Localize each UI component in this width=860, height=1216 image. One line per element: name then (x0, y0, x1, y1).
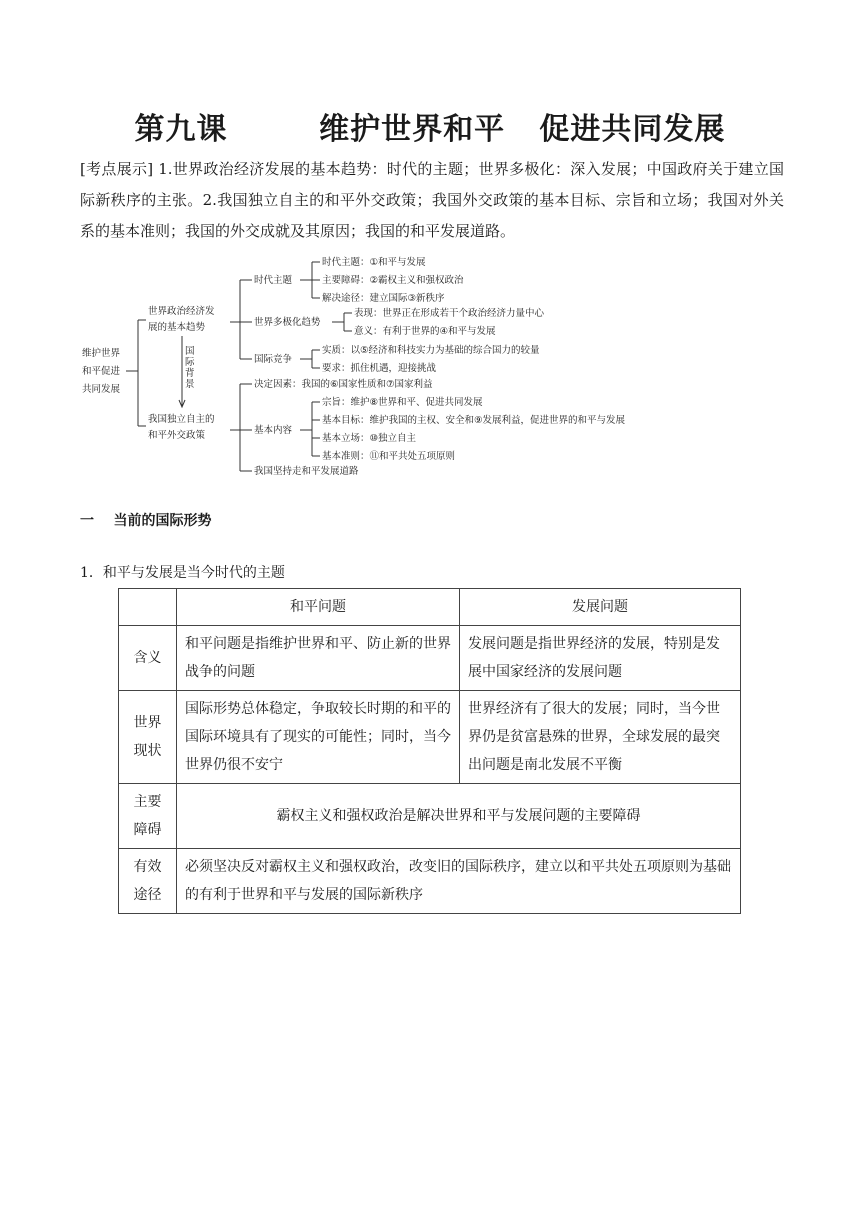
table-row-head: 主要障碍 (119, 784, 177, 849)
diagram-era-theme-c: 解决途径：建立国际③新秩序 (322, 293, 445, 304)
diagram-competition: 国际竞争 (254, 354, 293, 365)
diagram-background-4: 景 (185, 379, 195, 390)
lesson-title: 第九课 维护世界和平 促进共同发展 (134, 112, 726, 147)
diagram-policy-content-b: 基本目标：维护我国的主权、安全和⑨发展利益，促进世界的和平与发展 (322, 415, 626, 426)
diagram-background-2: 际 (185, 357, 195, 368)
diagram-root-line2: 和平促进 (82, 366, 121, 377)
diagram-branch2-line1: 我国独立自主的 (148, 414, 215, 425)
diagram-multipolar-b: 意义：有利于世界的④和平与发展 (354, 326, 496, 337)
diagram-root-line1: 维护世界 (82, 348, 121, 359)
table-row-head: 含义 (119, 626, 177, 691)
table-cell: 世界经济有了很大的发展；同时，当今世界仍是贫富悬殊的世界，全球发展的最突出问题是南北发展不平衡 (460, 691, 741, 784)
table-col-peace: 和平问题 (177, 589, 460, 626)
table-cell: 和平问题是指维护世界和平、防止新的世界战争的问题 (177, 626, 460, 691)
table-row-head: 有效途径 (119, 849, 177, 914)
diagram-branch1-line1: 世界政治经济发 (148, 306, 215, 317)
table-row-head: 世界现状 (119, 691, 177, 784)
section-heading: 一 当前的国际形势 (80, 513, 212, 529)
knowledge-structure-diagram (80, 250, 670, 485)
diagram-policy-content-a: 宗旨：维护⑧世界和平、促进共同发展 (322, 397, 483, 408)
table-cell: 必须坚决反对霸权主义和强权政治，改变旧的国际秩序，建立以和平共处五项原则为基础的有利于世界和平与发展的国际新秩序 (177, 849, 741, 914)
table-row (119, 691, 741, 784)
diagram-branch1-line2: 展的基本趋势 (148, 322, 206, 333)
exam-points-intro (80, 154, 784, 247)
table-row (119, 784, 741, 849)
diagram-background-1: 国 (185, 346, 195, 357)
diagram-competition-b: 要求：抓住机遇，迎接挑战 (322, 363, 437, 374)
diagram-policy-content-d: 基本准则：⑪和平共处五项原则 (322, 451, 456, 462)
diagram-policy-factor: 决定因素：我国的⑥国家性质和⑦国家利益 (254, 379, 433, 390)
diagram-era-theme-a: 时代主题：①和平与发展 (322, 257, 426, 268)
table-cell: 发展问题是指世界经济的发展，特别是发展中国家经济的发展问题 (460, 626, 741, 691)
exam-points-label: [考点展示] (80, 160, 154, 178)
diagram-background-3: 背 (185, 368, 195, 379)
diagram-policy-content: 基本内容 (254, 425, 293, 436)
table-row (119, 849, 741, 914)
section-item-1: 1．和平与发展是当今时代的主题 (80, 565, 285, 581)
diagram-multipolar: 世界多极化趋势 (254, 317, 321, 328)
diagram-peace-road: 我国坚持走和平发展道路 (254, 466, 359, 477)
exam-points-text: 1.世界政治经济发展的基本趋势：时代的主题；世界多极化：深入发展；中国政府关于建立国际新秩序的主张。2.我国独立自主的和平外交政策；我国外交政策的基本目标、宗旨和立场；我国对外关系的基本准则；我国的外交成就及其原因；我国的和平发展道路。 (80, 160, 784, 240)
table-cell: 国际形势总体稳定，争取较长时期的和平的国际环境具有了现实的可能性；同时，当今世界仍很不安宁 (177, 691, 460, 784)
diagram-policy-content-c: 基本立场：⑩独立自主 (322, 433, 417, 444)
diagram-branch2-line2: 和平外交政策 (148, 430, 206, 441)
table-cell: 霸权主义和强权政治是解决世界和平与发展问题的主要障碍 (177, 784, 741, 849)
table-header-row (119, 589, 741, 626)
diagram-competition-a: 实质：以⑤经济和科技实力为基础的综合国力的较量 (322, 345, 540, 356)
table-corner-cell (119, 589, 177, 626)
table-col-development: 发展问题 (460, 589, 741, 626)
diagram-era-theme: 时代主题 (254, 275, 293, 286)
diagram-root-line3: 共同发展 (82, 384, 121, 395)
diagram-era-theme-b: 主要障碍：②霸权主义和强权政治 (322, 275, 464, 286)
peace-development-table (118, 588, 741, 914)
diagram-multipolar-a: 表现：世界正在形成若干个政治经济力量中心 (354, 308, 545, 319)
table-row (119, 626, 741, 691)
